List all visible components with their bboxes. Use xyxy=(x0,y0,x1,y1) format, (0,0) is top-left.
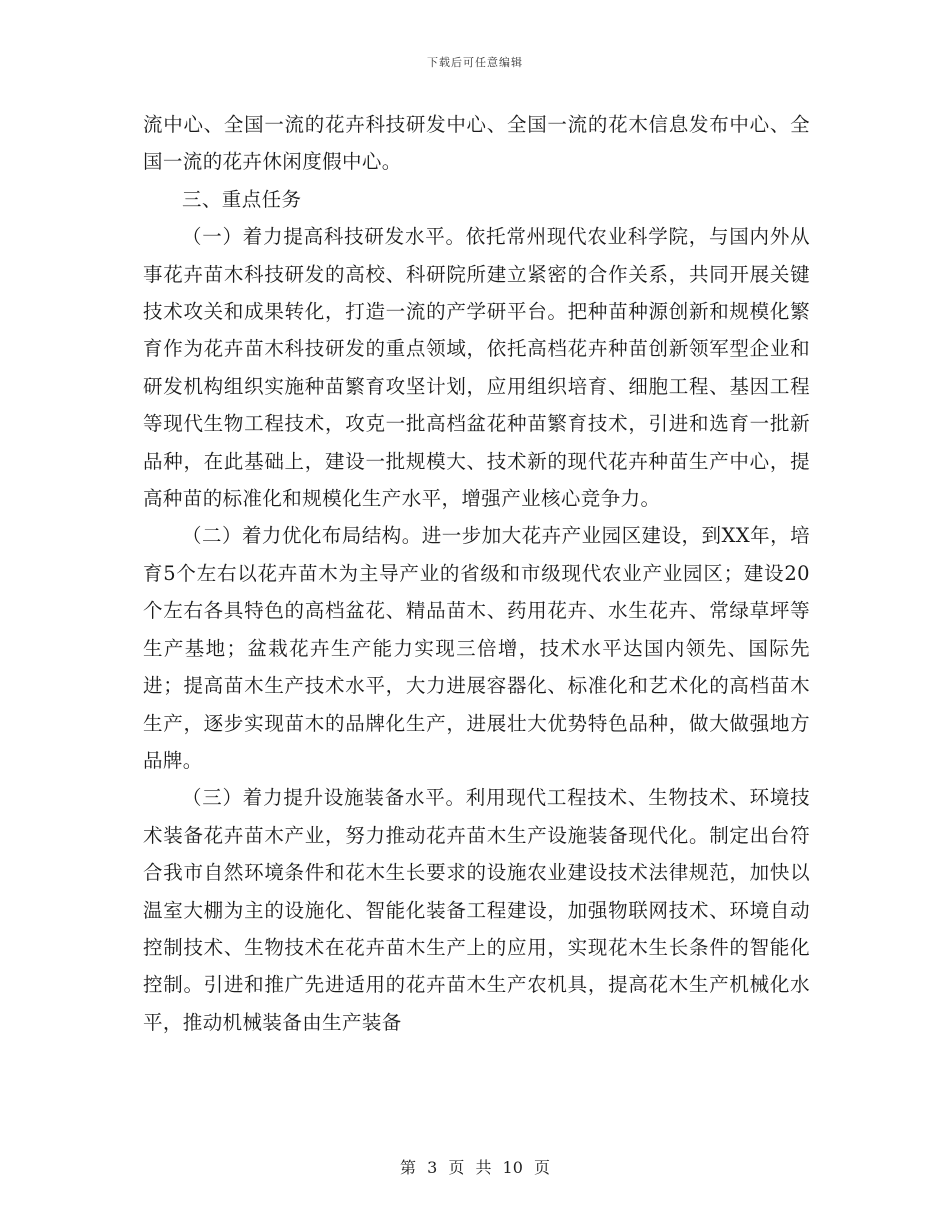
paragraph-task-3: （三）着力提升设施装备水平。利用现代工程技术、生物技术、环境技术装备花卉苗木产业，努力推动花卉苗木生产设施装备现代化。制定出台符合我市自然环境条件和花木生长要求的设施农业建设技术法律规范，加快以温室大棚为主的设施化、智能化装备工程建设，加强物联网技术、环境自动控制技术、生物技术在花卉苗木生产上的应用，实现花木生长条件的智能化控制。引进和推广先进适用的花卉苗木生产农机具，提高花木生产机械化水平，推动机械装备由生产装备 xyxy=(143,786,810,1034)
paragraph-task-2: （二）着力优化布局结构。进一步加大花卉产业园区建设，到XX年，培育5个左右以花卉苗木为主导产业的省级和市级现代农业产业园区；建设20个左右各具特色的高档盆花、精品苗木、药用花卉、水生花卉、常绿草坪等生产基地；盆栽花卉生产能力实现三倍增，技术水平达国内领先、国际先进；提高苗木生产技术水平，大力进展容器化、标准化和艺术化的高档苗木生产，逐步实现苗木的品牌化生产，进展壮大优势特色品种，做大做强地方品牌。 xyxy=(143,524,810,772)
page-header: 下载后可任意编辑 xyxy=(427,56,523,69)
paragraph-task-1: （一）着力提高科技研发水平。依托常州现代农业科学院，与国内外从事花卉苗木科技研发的高校、科研院所建立紧密的合作关系，共同开展关键技术攻关和成果转化，打造一流的产学研平台。把种苗种源创新和规模化繁育作为花卉苗木科技研发的重点领域，依托高档花卉种苗创新领军型企业和研发机构组织实施种苗繁育攻坚计划，应用组织培育、细胞工程、基因工程等现代生物工程技术，攻克一批高档盆花种苗繁育技术，引进和选育一批新品种，在此基础上，建设一批规模大、技术新的现代花卉种苗生产中心，提高种苗的标准化和规模化生产水平，增强产业核心竞争力。 xyxy=(143,225,810,511)
document-body xyxy=(143,106,810,1041)
page-footer: 第 3 页 共 10 页 xyxy=(400,1158,550,1177)
paragraph-1: 流中心、全国一流的花卉科技研发中心、全国一流的花木信息发布中心、全国一流的花卉休闲度假中心。 xyxy=(143,113,810,174)
section-heading: 三、重点任务 xyxy=(182,187,302,211)
